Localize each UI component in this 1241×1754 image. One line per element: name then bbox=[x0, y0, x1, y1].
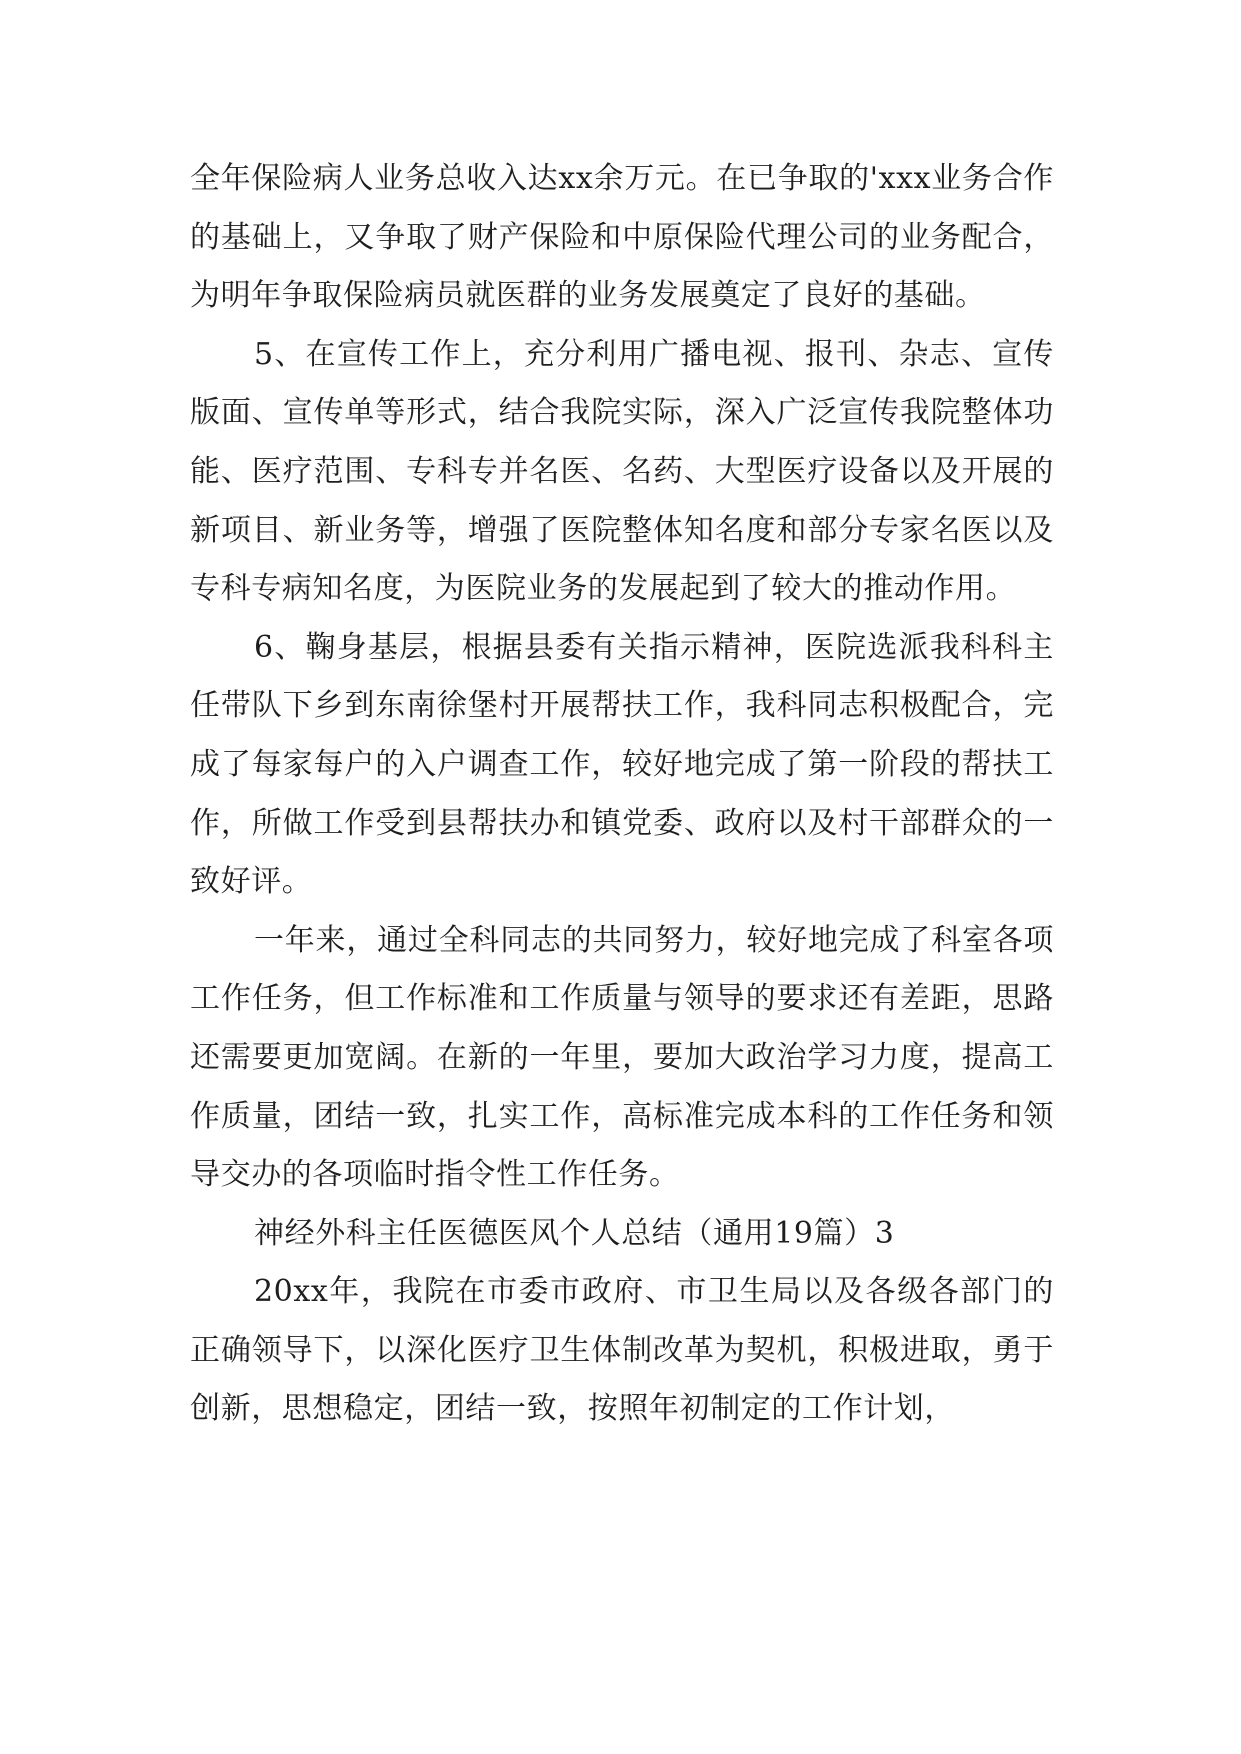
paragraph-insurance-income: 全年保险病人业务总收入达xx余万元。在已争取的'xxx业务合作的基础上，又争取了财产保险和中原保险代理公司的业务配合，为明年争取保险病员就医群的业务发展奠定了良好的基础。 bbox=[190, 161, 1054, 314]
section-heading: 神经外科主任医德医风个人总结（通用19篇）3 bbox=[254, 1215, 895, 1251]
paragraph-hospital-overview: 20xx年，我院在市委市政府、市卫生局以及各级各部门的正确领导下，以深化医疗卫生体制改革为契机，积极进取，勇于创新，思想稳定，团结一致，按照年初制定的工作计划， bbox=[190, 1274, 1054, 1427]
paragraph-grassroots-assistance: 6、鞠身基层，根据县委有关指示精神，医院选派我科科主任带队下乡到东南徐堡村开展帮扶工作，我科同志积极配合，完成了每家每户的入户调查工作，较好地完成了第一阶段的帮扶工作，所做工作受到县帮扶办和镇党委、政府以及村干部群众的一致好评。 bbox=[190, 629, 1054, 900]
paragraph-year-summary: 一年来，通过全科同志的共同努力，较好地完成了科室各项工作任务，但工作标准和工作质量与领导的要求还有差距，思路还需要更加宽阔。在新的一年里，要加大政治学习力度，提高工作质量，团结一致，扎实工作，高标准完成本科的工作任务和领导交办的各项临时指令性工作任务。 bbox=[190, 922, 1054, 1193]
paragraph-publicity-work: 5、在宣传工作上，充分利用广播电视、报刊、杂志、宣传版面、宣传单等形式，结合我院实际，深入广泛宣传我院整体功能、医疗范围、专科专并名医、名药、大型医疗设备以及开展的新项目、新业务等，增强了医院整体知名度和部分专家名医以及专科专病知名度，为医院业务的发展起到了较大的推动作用。 bbox=[190, 336, 1054, 607]
document-body bbox=[190, 150, 1054, 1439]
